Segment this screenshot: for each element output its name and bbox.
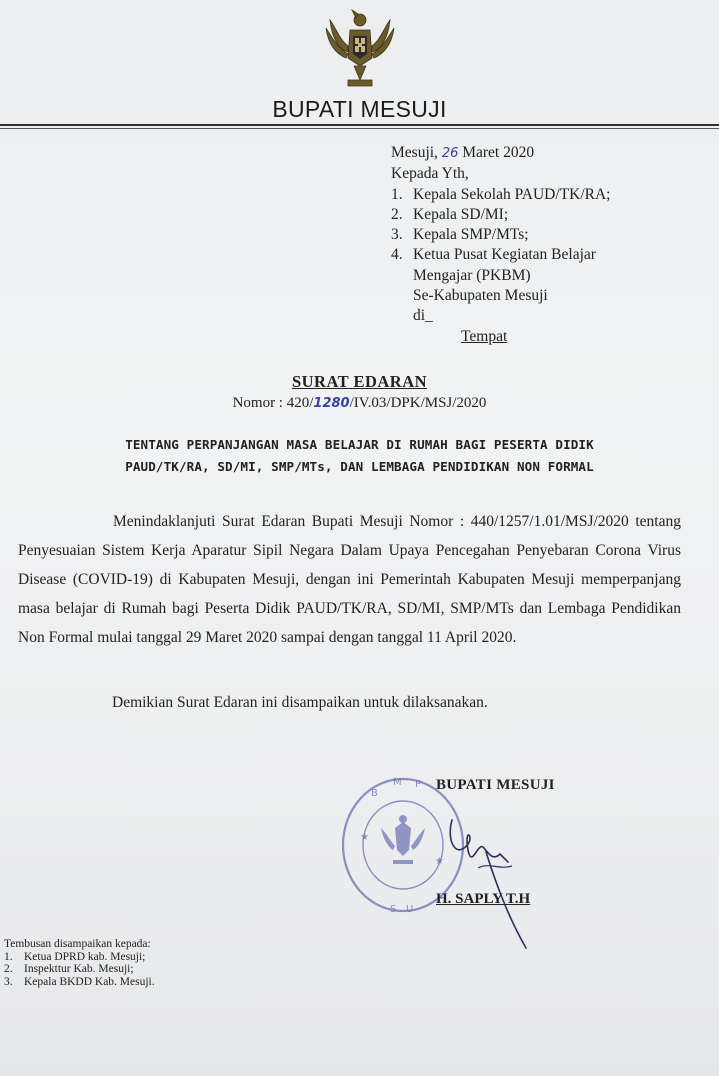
cc-number: 1. xyxy=(4,950,13,963)
letterhead-rule xyxy=(0,124,719,126)
address-block xyxy=(391,143,610,347)
recipient-number: 4. xyxy=(391,246,403,264)
cc-text: Inspekttur Kab. Mesuji; xyxy=(24,963,134,975)
svg-text:B: B xyxy=(371,788,378,799)
letterhead-rule-thin xyxy=(0,128,719,129)
carbon-copy xyxy=(4,938,155,988)
recipient-region: Se-Kabupaten Mesuji xyxy=(413,287,548,305)
document-title: SURAT EDARAN xyxy=(291,372,428,391)
cc-item xyxy=(4,976,155,989)
number-suffix: /IV.03/DPK/MSJ/2020 xyxy=(349,395,487,411)
cc-item xyxy=(4,963,155,976)
org-title: BUPATI MESUJI xyxy=(272,96,447,122)
greeting: Kepada Yth, xyxy=(391,165,469,183)
recipient-place: Tempat xyxy=(461,327,508,345)
handwritten-signature-icon xyxy=(438,800,548,960)
svg-text:S: S xyxy=(390,904,397,915)
closing-sentence: Demikian Surat Edaran ini disampaikan untuk dilaksanakan. xyxy=(112,694,488,711)
cc-number: 3. xyxy=(4,975,13,988)
date-month-year: Maret 2020 xyxy=(462,144,535,161)
svg-text:M: M xyxy=(393,777,402,788)
svg-text:★: ★ xyxy=(360,832,369,843)
recipient-item xyxy=(391,225,610,245)
signatory-name: H. SAPLY T.H xyxy=(436,891,531,907)
recipient-item xyxy=(391,205,610,225)
document-number xyxy=(0,395,719,412)
cc-number: 2. xyxy=(4,963,13,975)
recipient-number: 3. xyxy=(391,226,403,244)
recipient-continuation: Mengajar (PKBM) xyxy=(413,266,531,284)
recipient-item xyxy=(391,245,610,265)
recipient-text: Kepala Sekolah PAUD/TK/RA; xyxy=(413,185,611,203)
recipient-item xyxy=(391,185,610,205)
svg-text:U: U xyxy=(406,904,414,915)
body-paragraph: Menindaklanjuti Surat Edaran Bupati Mesuji Nomor : 440/1257/1.01/MSJ/2020 tentang Penyesuaian Sistem Kerja Aparatur Sipil Negara Dalam Upaya Pencegahan Penyebaran Corona Virus Disease (COVID-19) di Kabupaten Mesuji, dengan ini Pemerintah Kabupaten Mesuji memperpanjang masa belajar di Rumah bagi Peserta Didik PAUD/TK/RA, SD/MI, SMP/MTs dan Lembaga Pendidikan Non Formal mulai tanggal 29 Maret 2020 sampai dengan tanggal 11 April 2020. xyxy=(18,513,681,646)
recipient-text: Kepala SD/MI; xyxy=(413,205,509,223)
subject-line: TENTANG PERPANJANGAN MASA BELAJAR DI RUMAH BAGI PESERTA DIDIK xyxy=(125,437,594,452)
body-text xyxy=(18,507,681,652)
recipient-text: Kepala SMP/MTs; xyxy=(413,226,529,244)
cc-text: Kepala BKDD Kab. Mesuji. xyxy=(24,975,155,988)
place-label: Mesuji, xyxy=(391,144,438,161)
recipient-number: 1. xyxy=(391,185,403,203)
subject xyxy=(0,434,719,478)
recipient-text: Ketua Pusat Kegiatan Belajar xyxy=(413,246,596,264)
recipient-at: di_ xyxy=(413,307,433,325)
subject-line: PAUD/TK/RA, SD/MI, SMP/MTs, DAN LEMBAGA PENDIDIKAN NON FORMAL xyxy=(125,459,594,474)
cc-text: Ketua DPRD kab. Mesuji; xyxy=(24,950,146,963)
recipient-number: 2. xyxy=(391,205,403,223)
svg-text:P: P xyxy=(415,779,422,790)
cc-item xyxy=(4,951,155,964)
handwritten-number: 1280 xyxy=(313,396,350,411)
svg-text:★: ★ xyxy=(435,856,444,867)
number-prefix: Nomor : 420/ xyxy=(232,395,314,411)
cc-heading: Tembusan disampaikan kepada: xyxy=(4,938,151,950)
place-date xyxy=(391,143,610,164)
signatory-title: BUPATI MESUJI xyxy=(436,777,555,793)
handwritten-day: 26 xyxy=(441,146,459,161)
garuda-emblem-icon xyxy=(318,6,402,92)
